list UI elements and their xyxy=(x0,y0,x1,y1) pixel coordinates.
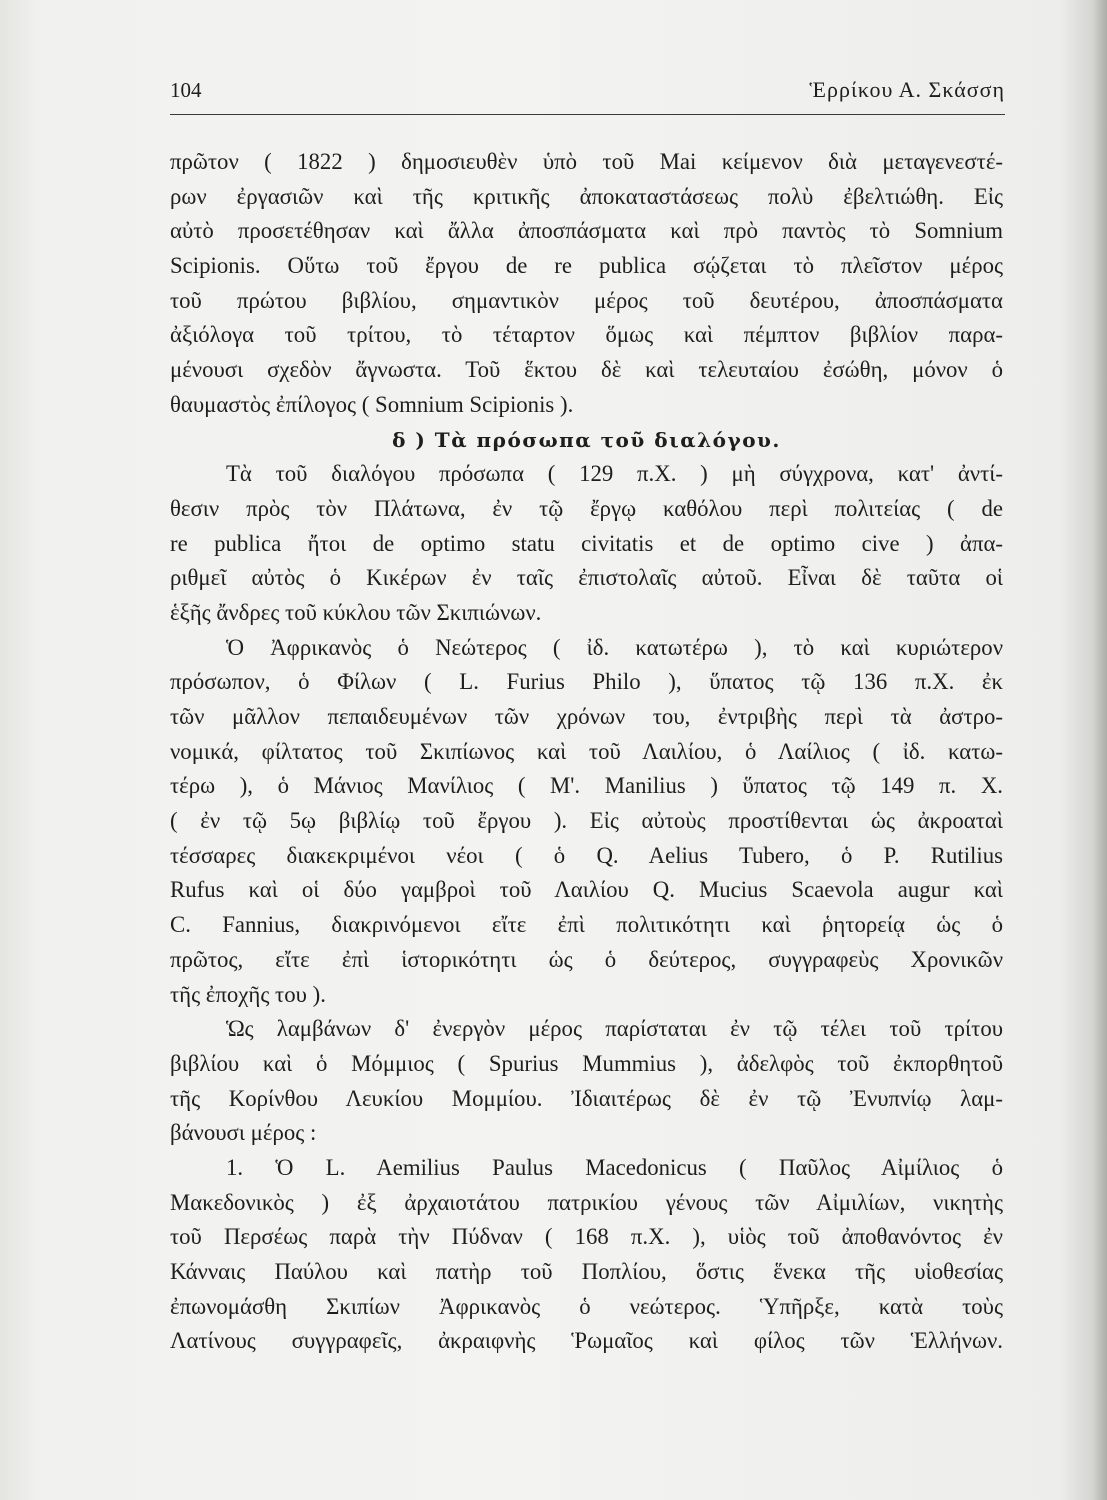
text-line: Μακεδονικὸς ) ἐξ ἀρχαιοτάτου πατρικίου γένους τῶν Αἰμιλίων, νικητὴς xyxy=(170,1189,1003,1215)
text-line: Τὰ τοῦ διαλόγου πρόσωπα ( 129 π.Χ. ) μὴ σύγχρονα, κατ' ἀντί- xyxy=(226,461,1003,487)
text-line: τέσσαρες διακεκριμένοι νέοι ( ὁ Q. Aelius Tubero, ὁ P. Rutilius xyxy=(170,842,1003,868)
text-line: Κάνναις Παύλου καὶ πατὴρ τοῦ Ποπλίου, ὅστις ἕνεκα τῆς υἱοθεσίας xyxy=(170,1259,1003,1284)
text-line: ριθμεῖ αὐτὸς ὁ Κικέρων ἐν ταῖς ἐπιστολαῖς αὐτοῦ. Εἶναι δὲ ταῦτα οἱ xyxy=(170,565,1003,591)
text-line: τῆς ἐποχῆς του ). xyxy=(170,981,326,1007)
text-line: Scipionis. Οὕτω τοῦ ἔργου de re publica σῴζεται τὸ πλεῖστον μέρος xyxy=(170,253,1003,279)
page-number: 104 xyxy=(170,78,202,102)
page-edge-shadow xyxy=(1093,0,1107,1500)
page-header xyxy=(170,76,1005,112)
text-line: τῆς Κορίνθου Λευκίου Μομμίου. Ἰδιαιτέρως δὲ ἐν τῷ Ἐνυπνίῳ λαμ- xyxy=(170,1085,1003,1111)
text-line: τοῦ πρώτου βιβλίου, σημαντικὸν μέρος τοῦ δευτέρου, ἀποσπάσματα xyxy=(170,287,1003,313)
section-heading: δ ) Τὰ πρόσωπα τοῦ διαλόγου. xyxy=(392,427,781,452)
running-head: Ἑρρίκου Α. Σκάσση xyxy=(809,77,1005,102)
text-line: ρων ἐργασιῶν καὶ τῆς κριτικῆς ἀποκαταστάσεως πολὺ ἐβελτιώθη. Εἰς xyxy=(170,183,1003,209)
text-line: βιβλίου καὶ ὁ Μόμμιος ( Spurius Mummius ), ἀδελφὸς τοῦ ἐκπορθητοῦ xyxy=(170,1050,1003,1076)
text-line: μένουσι σχεδὸν ἄγνωστα. Τοῦ ἕκτου δὲ καὶ τελευταίου ἐσώθη, μόνον ὁ xyxy=(170,357,1003,383)
text-line: θαυμαστὸς ἐπίλογος ( Somnium Scipionis ). xyxy=(170,391,574,417)
text-line: πρῶτος, εἴτε ἐπὶ ἱστορικότητι ὡς ὁ δεύτερος, συγγραφεὺς Χρονικῶν xyxy=(170,946,1003,972)
header-rule xyxy=(170,114,1005,115)
text-line: Ὡς λαμβάνων δ' ἐνεργὸν μέρος παρίσταται ἐν τῷ τέλει τοῦ τρίτου xyxy=(226,1016,1003,1042)
text-line: Rufus καὶ οἱ δύο γαμβροὶ τοῦ Λαιλίου Q. Mucius Scaevola augur καὶ xyxy=(170,877,1003,903)
text-line: βάνουσι μέρος : xyxy=(170,1120,317,1146)
text-line: ἐπωνομάσθη Σκιπίων Ἀφρικανὸς ὁ νεώτερος. Ὑπῆρξε, κατὰ τοὺς xyxy=(170,1293,1003,1319)
text-line: Λατίνους συγγραφεῖς, ἀκραιφνὴς Ῥωμαῖος καὶ φίλος τῶν Ἑλλήνων. xyxy=(170,1328,1003,1354)
text-line: τέρω ), ὁ Μάνιος Μανίλιος ( M'. Manilius ) ὕπατος τῷ 149 π. Χ. xyxy=(170,773,1003,799)
text-line: νομικά, φίλτατος τοῦ Σκιπίωνος καὶ τοῦ Λαιλίου, ὁ Λαίλιος ( ἰδ. κατω- xyxy=(170,738,1003,764)
text-line: ἑξῆς ἄνδρες τοῦ κύκλου τῶν Σκιπιώνων. xyxy=(170,599,542,625)
text-line: τοῦ Περσέως παρὰ τὴν Πύδναν ( 168 π.Χ. ), υἱὸς τοῦ ἀποθανόντος ἐν xyxy=(170,1224,1003,1250)
text-line: θεσιν πρὸς τὸν Πλάτωνα, ἐν τῷ ἔργῳ καθόλου περὶ πολιτείας ( de xyxy=(170,495,1003,521)
text-line: C. Fannius, διακρινόμενοι εἴτε ἐπὶ πολιτικότητι καὶ ῥητορείᾳ ὡς ὁ xyxy=(170,912,1003,938)
text-line: πρόσωπον, ὁ Φίλων ( L. Furius Philo ), ὕπατος τῷ 136 π.Χ. ἐκ xyxy=(170,669,1003,695)
text-line: re publica ἤτοι de optimo statu civitatis et de optimo cive ) ἀπα- xyxy=(170,530,1003,556)
text-line: τῶν μᾶλλον πεπαιδευμένων τῶν χρόνων του, ἐντριβὴς περὶ τὰ ἀστρο- xyxy=(170,704,1003,729)
text-line: 1. Ὁ L. Aemilius Paulus Macedonicus ( Παῦλος Αἰμίλιος ὁ xyxy=(226,1154,1003,1180)
text-line: Ὁ Ἀφρικανὸς ὁ Νεώτερος ( ἰδ. κατωτέρω ), τὸ καὶ κυριώτερον xyxy=(226,634,1003,660)
text-line: αὐτὸ προσετέθησαν καὶ ἄλλα ἀποσπάσματα καὶ πρὸ παντὸς τὸ Somnium xyxy=(170,218,1003,244)
body-text xyxy=(170,145,1003,1359)
text-line: πρῶτον ( 1822 ) δημοσιευθὲν ὑπὸ τοῦ Mai κείμενον διὰ μεταγενεστέ- xyxy=(170,149,1003,174)
text-line: ( ἐν τῷ 5ῳ βιβλίῳ τοῦ ἔργου ). Εἰς αὐτοὺς προστίθενται ὡς ἀκροαταὶ xyxy=(170,808,1003,834)
text-line: ἀξιόλογα τοῦ τρίτου, τὸ τέταρτον ὅμως καὶ πέμπτον βιβλίον παρα- xyxy=(170,322,1003,348)
